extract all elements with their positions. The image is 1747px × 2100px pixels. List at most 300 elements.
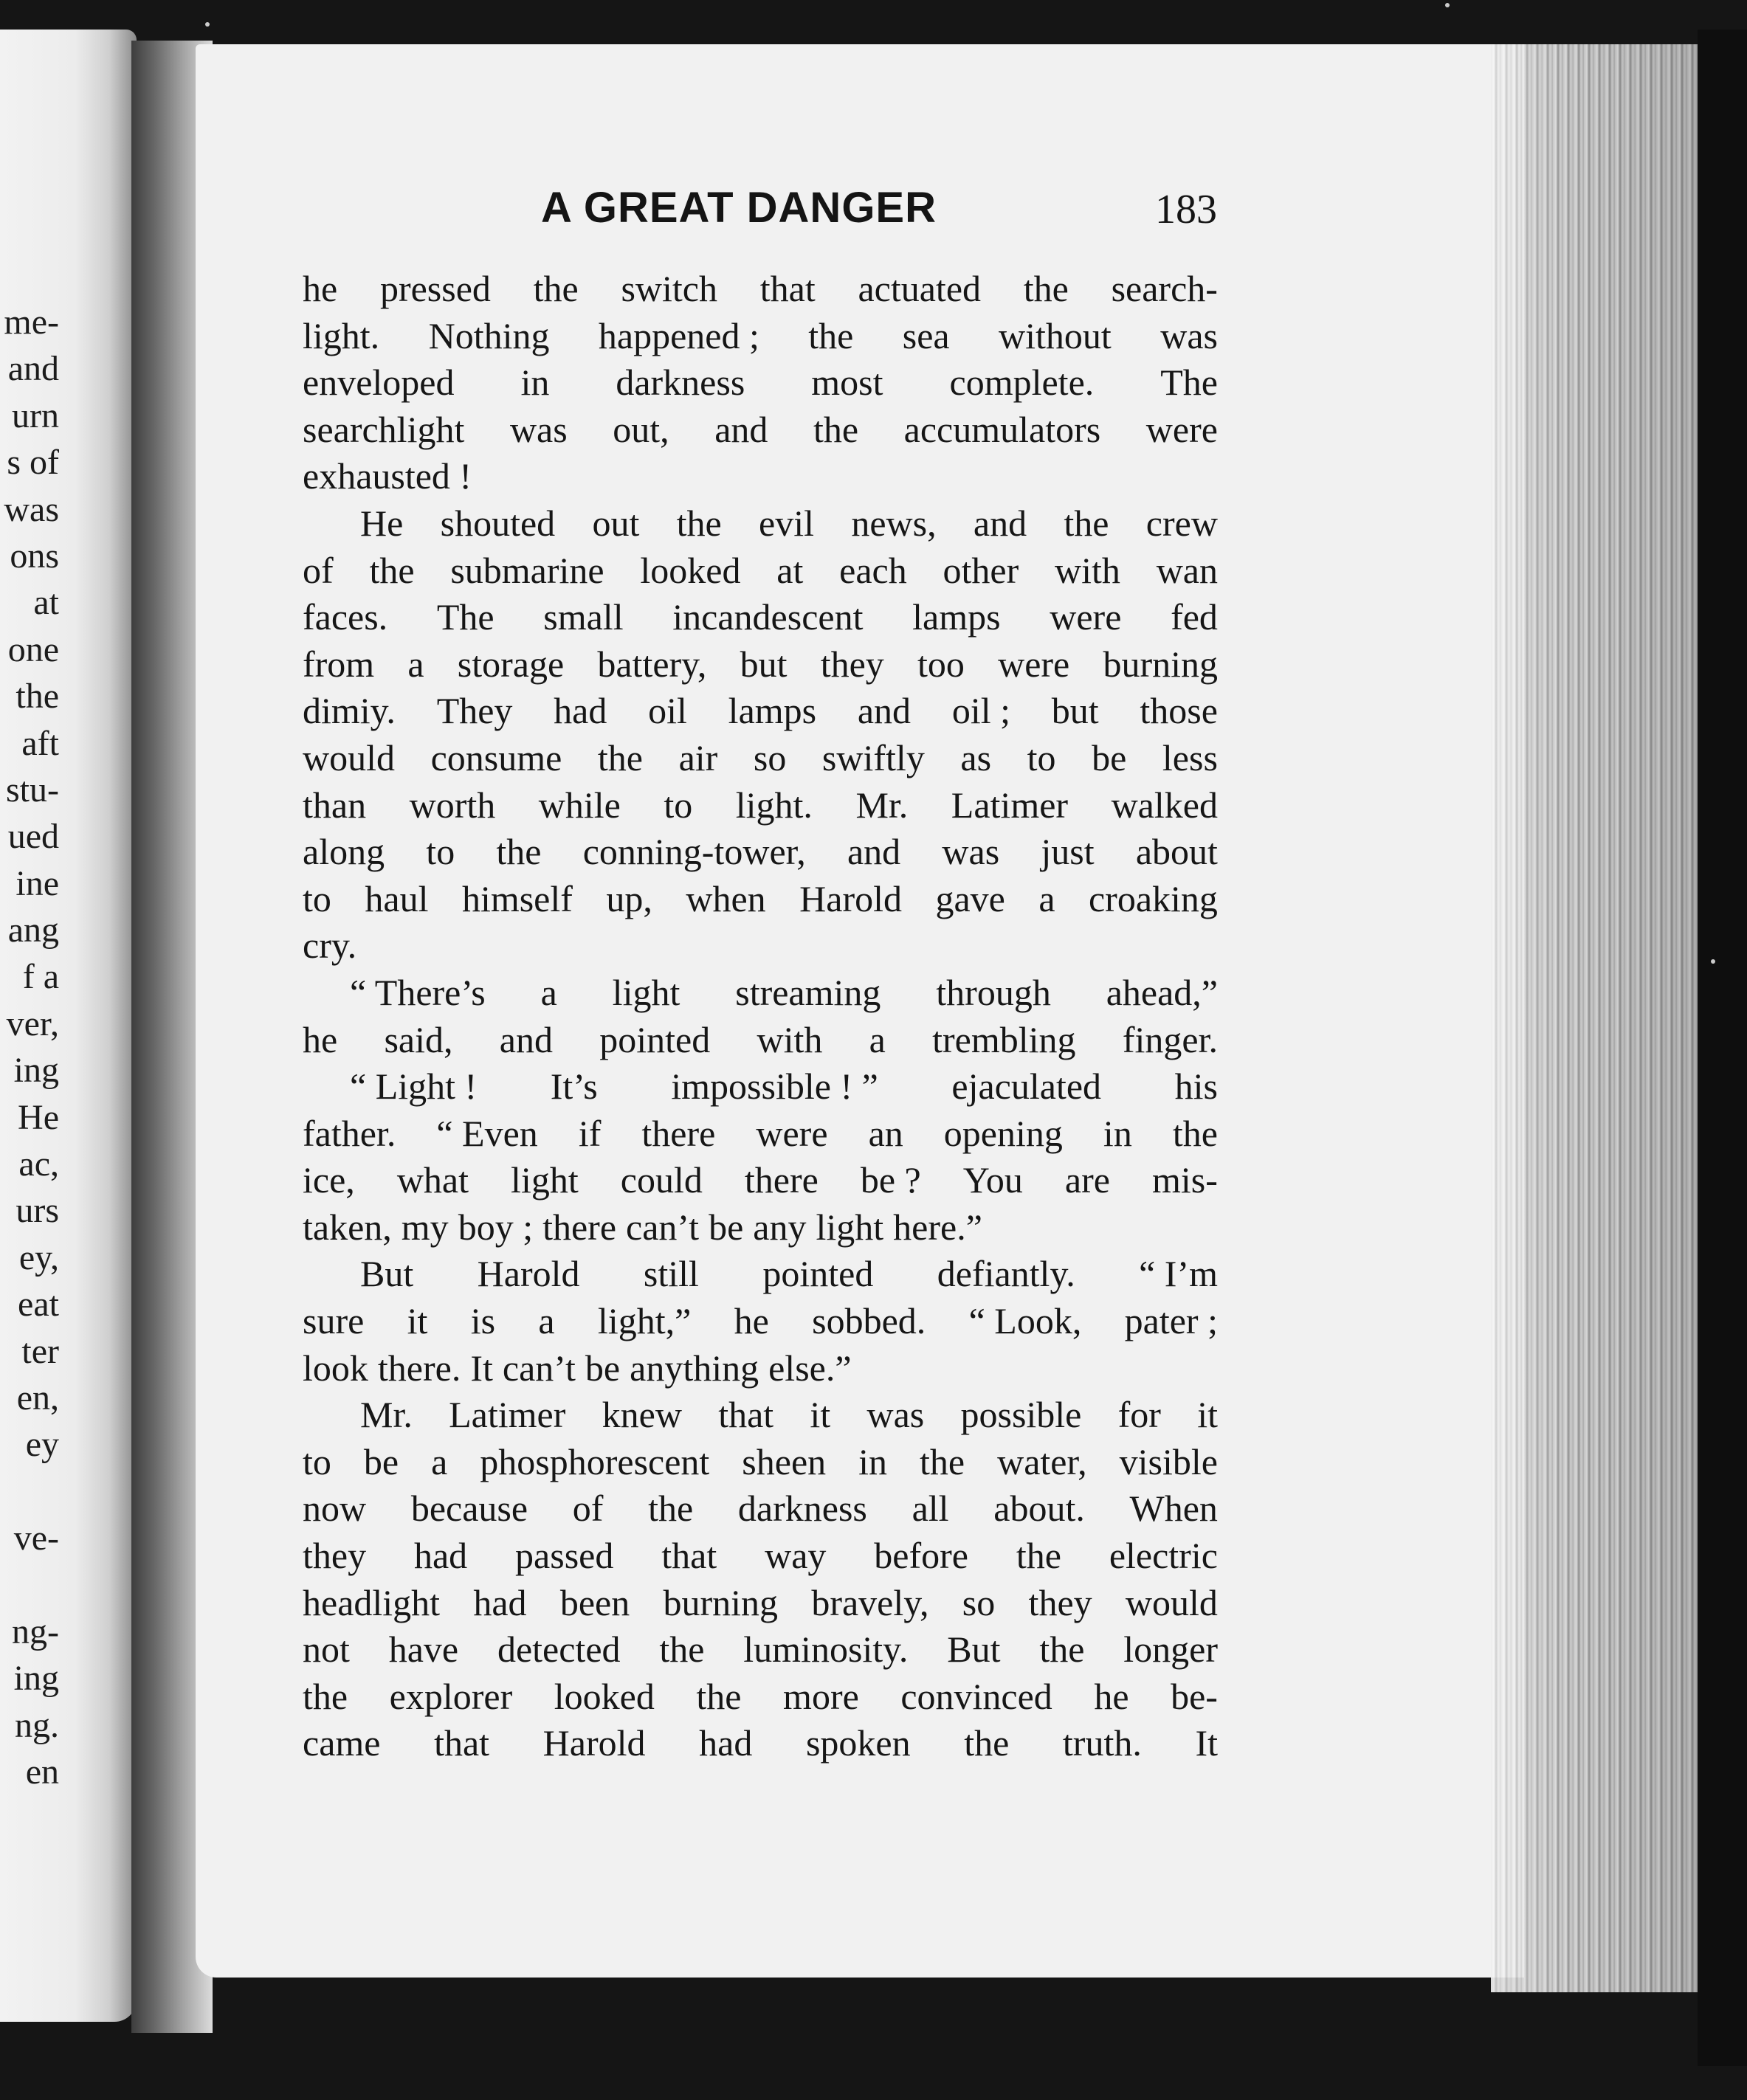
word: submarine xyxy=(450,549,604,591)
word: wan xyxy=(1156,549,1218,591)
word: through xyxy=(936,971,1051,1013)
text-line xyxy=(303,1439,1218,1486)
word: than xyxy=(303,784,367,826)
word: can’t xyxy=(502,1347,576,1389)
word: “ Light ! xyxy=(350,1065,478,1108)
word: the xyxy=(1064,502,1109,544)
word: The xyxy=(1160,362,1218,404)
word: Mr. xyxy=(855,784,909,826)
word: still xyxy=(643,1253,699,1295)
word: convinced xyxy=(900,1675,1052,1717)
word: pointed xyxy=(599,1018,711,1060)
word: and xyxy=(857,690,912,732)
word: his xyxy=(1174,1065,1218,1108)
word: else.” xyxy=(768,1347,852,1389)
word: storage xyxy=(457,643,565,685)
word: to xyxy=(664,784,693,826)
word: worth xyxy=(409,784,496,826)
word: streaming xyxy=(735,971,881,1013)
word: the xyxy=(1023,268,1069,309)
text-line xyxy=(303,970,1218,1017)
word: he xyxy=(303,268,338,309)
word: my xyxy=(401,1206,449,1248)
word: impossible ! ” xyxy=(671,1065,878,1108)
word: anything xyxy=(630,1347,759,1389)
word: evil xyxy=(759,502,815,544)
word: the xyxy=(659,1628,705,1671)
word: the xyxy=(303,1675,348,1717)
word: can’t xyxy=(626,1206,700,1248)
word: in xyxy=(1103,1112,1132,1154)
word: a xyxy=(431,1440,448,1482)
word: passed xyxy=(515,1535,614,1577)
word: each xyxy=(839,549,907,591)
word: all xyxy=(912,1488,949,1530)
word: were xyxy=(1145,408,1218,450)
word: those xyxy=(1140,690,1218,732)
word: pater ; xyxy=(1124,1300,1218,1342)
word: finger. xyxy=(1122,1018,1218,1060)
word: the xyxy=(648,1488,694,1530)
word: ahead,” xyxy=(1106,971,1218,1013)
word: more xyxy=(783,1675,859,1717)
word: if xyxy=(578,1112,602,1154)
text-line xyxy=(303,1392,1218,1439)
word: the xyxy=(533,268,579,309)
word: came xyxy=(303,1722,381,1764)
word: Mr. xyxy=(360,1394,413,1436)
word: explorer xyxy=(389,1675,513,1717)
word: conning-tower, xyxy=(582,831,806,873)
word: dimiy. xyxy=(303,690,396,732)
word: Harold xyxy=(542,1722,646,1764)
text-line xyxy=(303,1063,1218,1111)
page-number: 183 xyxy=(1155,187,1217,232)
previous-page-fragment: s of xyxy=(7,443,59,483)
word: would xyxy=(1125,1581,1218,1623)
previous-page-fragment: en xyxy=(25,1752,59,1792)
word: be xyxy=(1092,736,1127,778)
word: be xyxy=(585,1347,621,1389)
word: to xyxy=(303,1440,331,1482)
word: he xyxy=(1094,1675,1129,1717)
text-line xyxy=(303,1720,1218,1767)
word: air xyxy=(678,736,718,778)
text-line xyxy=(303,1533,1218,1580)
word: there xyxy=(744,1159,819,1201)
word: the xyxy=(920,1440,965,1482)
word: about xyxy=(1135,831,1218,873)
word: pressed xyxy=(379,268,491,309)
word: a xyxy=(538,1300,555,1342)
word: the xyxy=(813,408,859,450)
previous-page-fragment: f a xyxy=(22,957,59,997)
word: had xyxy=(473,1581,527,1623)
previous-page-fragment: ey xyxy=(25,1425,59,1465)
scan-speck xyxy=(205,22,210,27)
word: of xyxy=(572,1488,604,1530)
word: You xyxy=(962,1159,1023,1201)
word: “ I’m xyxy=(1139,1253,1218,1295)
word: was xyxy=(866,1394,925,1436)
text-line xyxy=(303,453,1218,500)
previous-page-fragment: ing xyxy=(13,1659,59,1699)
word: opening xyxy=(943,1112,1063,1154)
word: were xyxy=(998,643,1070,685)
word: not xyxy=(303,1628,350,1671)
word: oil ; xyxy=(951,690,1010,732)
word: here.” xyxy=(893,1206,982,1248)
text-line xyxy=(303,782,1218,829)
word: was xyxy=(509,408,568,450)
word: longer xyxy=(1123,1628,1218,1671)
word: out, xyxy=(613,408,669,450)
word: lamps xyxy=(912,596,1001,638)
previous-page-fragment: eat xyxy=(18,1285,59,1324)
word: less xyxy=(1162,736,1218,778)
word: in xyxy=(520,362,550,404)
word: boy ; xyxy=(458,1206,534,1248)
previous-page-fragment: ter xyxy=(21,1331,59,1371)
word: light xyxy=(511,1159,579,1201)
word: small xyxy=(543,596,624,638)
word: ejaculated xyxy=(951,1065,1102,1108)
text-line xyxy=(303,266,1218,313)
text-line xyxy=(303,1298,1218,1345)
text-line xyxy=(303,1580,1218,1627)
word: But xyxy=(360,1253,414,1295)
word: at xyxy=(776,549,804,591)
word: to xyxy=(303,877,331,919)
word: had xyxy=(699,1722,753,1764)
word: without xyxy=(999,314,1112,356)
word: about. xyxy=(993,1488,1085,1530)
word: Latimer xyxy=(449,1394,566,1436)
previous-page-fragment: urs xyxy=(15,1191,59,1231)
word: just xyxy=(1041,831,1095,873)
word: swiftly xyxy=(821,736,925,778)
word: be xyxy=(709,1206,744,1248)
word: walked xyxy=(1111,784,1218,826)
word: had xyxy=(413,1535,468,1577)
word: could xyxy=(620,1159,703,1201)
text-line xyxy=(303,548,1218,595)
word: the xyxy=(676,502,722,544)
previous-page-fragment: ac, xyxy=(18,1144,59,1184)
word: light xyxy=(612,971,680,1013)
word: faces. xyxy=(303,596,388,638)
word: would xyxy=(303,736,395,778)
previous-page-fragment: ey, xyxy=(18,1237,59,1277)
word: crew xyxy=(1145,502,1218,544)
word: that xyxy=(434,1722,490,1764)
previous-page-fragment: urn xyxy=(12,396,59,435)
word: shouted xyxy=(440,502,556,544)
word: when xyxy=(686,877,766,919)
text-line xyxy=(303,500,1218,548)
word: most xyxy=(811,362,883,404)
text-line xyxy=(303,1626,1218,1674)
word: mis- xyxy=(1152,1159,1218,1201)
word: up, xyxy=(606,877,652,919)
word: with xyxy=(757,1018,823,1060)
word: the xyxy=(597,736,643,778)
book-cover-edge xyxy=(1698,30,1747,2066)
scan-speck xyxy=(1445,3,1450,7)
word: the xyxy=(496,831,542,873)
word: battery, xyxy=(597,643,707,685)
previous-page-fragment: was xyxy=(4,489,59,529)
word: search- xyxy=(1111,268,1218,309)
text-line xyxy=(303,1111,1218,1158)
word: burning xyxy=(1103,643,1218,685)
previous-page-fragment: ing xyxy=(13,1051,59,1091)
scan-speck xyxy=(1711,959,1715,964)
word: darkness xyxy=(737,1488,867,1530)
text-line xyxy=(303,735,1218,782)
previous-page-fragment: the xyxy=(15,677,59,716)
text-line xyxy=(303,1674,1218,1721)
word: there xyxy=(641,1112,716,1154)
word: be- xyxy=(1171,1675,1218,1717)
previous-page-fragment: ine xyxy=(15,863,59,903)
word: looked xyxy=(640,549,741,591)
word: searchlight xyxy=(303,408,465,450)
word: were xyxy=(756,1112,828,1154)
word: a xyxy=(1038,877,1055,919)
word: complete. xyxy=(949,362,1095,404)
word: “ Look, xyxy=(968,1300,1082,1342)
word: been xyxy=(559,1581,630,1623)
word: possible xyxy=(960,1394,1082,1436)
word: lamps xyxy=(728,690,817,732)
word: and xyxy=(973,502,1027,544)
word: and xyxy=(847,831,901,873)
word: had xyxy=(554,690,607,732)
previous-page-fragment: me- xyxy=(4,303,59,342)
previous-page-fragment: ng- xyxy=(12,1612,59,1651)
word: consume xyxy=(430,736,562,778)
word: because xyxy=(410,1488,528,1530)
previous-page-fragment: aft xyxy=(21,723,59,763)
text-line xyxy=(303,1251,1218,1298)
word: the xyxy=(1039,1628,1085,1671)
word: they xyxy=(820,643,884,685)
word: He xyxy=(360,502,404,544)
word: news, xyxy=(851,502,937,544)
text-line xyxy=(303,922,1218,970)
word: that xyxy=(759,268,816,309)
word: and xyxy=(499,1018,553,1060)
previous-page-fragment: and xyxy=(7,349,59,389)
word: was xyxy=(1160,314,1218,356)
text-line xyxy=(303,1157,1218,1204)
word: the xyxy=(808,314,854,356)
word: light. xyxy=(303,314,380,356)
word: a xyxy=(540,971,557,1013)
word: look xyxy=(303,1347,368,1389)
word: The xyxy=(436,596,495,638)
previous-page-fragment: en, xyxy=(16,1378,59,1417)
word: Nothing xyxy=(428,314,550,356)
word: actuated xyxy=(858,268,982,309)
previous-page-fragment: He xyxy=(18,1097,59,1137)
word: pointed xyxy=(762,1253,874,1295)
text-line xyxy=(303,594,1218,641)
word: the xyxy=(369,549,415,591)
previous-page-fragment: ng. xyxy=(15,1705,59,1745)
previous-page-fragment: at xyxy=(33,583,59,623)
word: truth. xyxy=(1062,1722,1142,1764)
previous-page-fragment: one xyxy=(7,629,59,669)
word: detected xyxy=(497,1628,621,1671)
word: visible xyxy=(1119,1440,1218,1482)
word: so xyxy=(753,736,787,778)
word: headlight xyxy=(303,1581,441,1623)
text-line xyxy=(303,829,1218,876)
word: was xyxy=(942,831,1000,873)
word: in xyxy=(858,1440,888,1482)
word: there xyxy=(542,1206,617,1248)
word: burning xyxy=(663,1581,779,1623)
word: said, xyxy=(384,1018,453,1060)
previous-page xyxy=(0,30,137,2022)
word: sheen xyxy=(742,1440,827,1482)
word: he xyxy=(734,1300,769,1342)
word: they xyxy=(1028,1581,1092,1623)
word: it xyxy=(810,1394,831,1436)
previous-page-fragment: ued xyxy=(7,817,59,857)
previous-page-fragment xyxy=(0,1468,59,1515)
text-line xyxy=(303,313,1218,360)
word: happened ; xyxy=(598,314,759,356)
word: it xyxy=(1197,1394,1218,1436)
word: that xyxy=(718,1394,774,1436)
text-line xyxy=(303,359,1218,407)
word: along xyxy=(303,831,385,873)
word: is xyxy=(470,1300,496,1342)
word: haul xyxy=(365,877,429,919)
word: switch xyxy=(621,268,717,309)
page-edges xyxy=(1491,44,1701,1992)
text-line xyxy=(303,1485,1218,1533)
body-text xyxy=(303,266,1218,1767)
word: too xyxy=(917,643,965,685)
word: other xyxy=(943,549,1019,591)
word: were xyxy=(1050,596,1122,638)
word: to xyxy=(426,831,455,873)
word: light xyxy=(816,1206,884,1248)
word: of xyxy=(303,549,334,591)
word: looked xyxy=(554,1675,655,1717)
word: an xyxy=(868,1112,903,1154)
word: so xyxy=(962,1581,996,1623)
word: enveloped xyxy=(303,362,455,404)
word: gave xyxy=(935,877,1005,919)
word: taken, xyxy=(303,1206,392,1248)
word: way xyxy=(765,1535,827,1577)
word: while xyxy=(538,784,621,826)
word: cry. xyxy=(303,925,357,967)
word: that xyxy=(661,1535,717,1577)
word: are xyxy=(1064,1159,1110,1201)
word: be xyxy=(363,1440,399,1482)
word: luminosity. xyxy=(743,1628,909,1671)
word: Harold xyxy=(799,877,902,919)
word: ice, xyxy=(303,1159,355,1201)
word: father. xyxy=(303,1112,396,1154)
word: When xyxy=(1129,1488,1218,1530)
word: from xyxy=(303,643,375,685)
word: Harold xyxy=(477,1253,580,1295)
word: darkness xyxy=(616,362,745,404)
word: to xyxy=(1027,736,1056,778)
word: it xyxy=(407,1300,428,1342)
text-line xyxy=(303,688,1218,735)
word: electric xyxy=(1109,1535,1218,1577)
word: himself xyxy=(461,877,573,919)
word: a xyxy=(407,643,424,685)
word: sea xyxy=(902,314,950,356)
word: But xyxy=(947,1628,1001,1671)
text-line xyxy=(303,407,1218,454)
word: now xyxy=(303,1488,367,1530)
text-line xyxy=(303,641,1218,688)
word: but xyxy=(740,643,788,685)
word: phosphorescent xyxy=(480,1440,710,1482)
running-head: A GREAT DANGER xyxy=(541,184,937,232)
word: “ There’s xyxy=(350,971,486,1013)
word: croaking xyxy=(1088,877,1218,919)
word: oil xyxy=(648,690,687,732)
word: as xyxy=(960,736,992,778)
word: there. xyxy=(377,1347,461,1389)
word: any xyxy=(753,1206,807,1248)
word: spoken xyxy=(805,1722,911,1764)
word: bravely, xyxy=(811,1581,929,1623)
word: exhausted ! xyxy=(303,455,472,497)
text-line xyxy=(303,876,1218,923)
word: fed xyxy=(1171,596,1218,638)
word: sure xyxy=(303,1300,365,1342)
word: the xyxy=(964,1722,1010,1764)
previous-page-fragment: ons xyxy=(10,536,59,576)
word: what xyxy=(396,1159,469,1201)
word: with xyxy=(1055,549,1120,591)
word: defiantly. xyxy=(937,1253,1075,1295)
word: It’s xyxy=(550,1065,598,1108)
text-line xyxy=(303,1017,1218,1064)
previous-page-text-fragments xyxy=(0,299,59,1796)
word: incandescent xyxy=(672,596,864,638)
word: knew xyxy=(602,1394,682,1436)
word: Latimer xyxy=(951,784,1069,826)
word: the xyxy=(1016,1535,1061,1577)
previous-page-fragment xyxy=(0,1562,59,1609)
word: the xyxy=(696,1675,742,1717)
word: It xyxy=(470,1347,493,1389)
previous-page-fragment: stu- xyxy=(6,770,59,809)
word: water, xyxy=(997,1440,1087,1482)
word: have xyxy=(388,1628,459,1671)
text-line xyxy=(303,1204,1218,1251)
word: light,” xyxy=(597,1300,692,1342)
word: be ? xyxy=(860,1159,921,1201)
word: the xyxy=(1172,1112,1218,1154)
previous-page-fragment: ve- xyxy=(13,1519,59,1558)
previous-page-fragment: ver, xyxy=(6,1004,59,1043)
word: They xyxy=(436,690,513,732)
